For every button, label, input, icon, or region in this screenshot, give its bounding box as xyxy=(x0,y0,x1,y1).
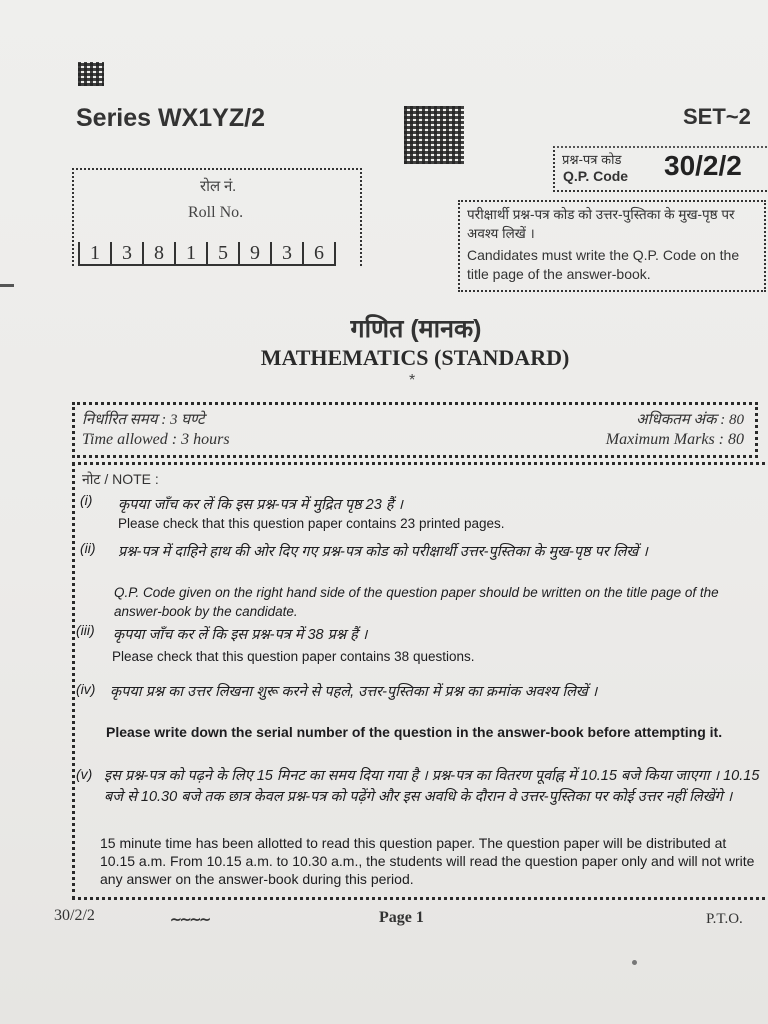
note-item-hindi: कृपया जाँच कर लें कि इस प्रश्न-पत्र में 38 प्रश्न हैं । xyxy=(113,627,368,643)
footer-pto: P.T.O. xyxy=(706,911,743,927)
note-item-number: (ii) xyxy=(80,540,96,556)
marks-english: Maximum Marks : 80 xyxy=(605,431,744,448)
candidate-note-english: Candidates must write the Q.P. Code on the title page of the answer-book. xyxy=(467,247,740,282)
roll-digit: 3 xyxy=(270,242,302,266)
page-dot xyxy=(632,960,637,965)
small-qr-code-icon xyxy=(78,62,104,86)
series-label: Series WX1YZ/2 xyxy=(76,104,265,132)
time-english: Time allowed : 3 hours xyxy=(82,431,230,448)
qp-code-value: 30/2/2 xyxy=(664,150,742,181)
note-item-hindi: कृपया जाँच कर लें कि इस प्रश्न-पत्र में मुद्रित पृष्ठ 23 हैं । xyxy=(118,497,404,513)
candidate-note-hindi: परीक्षार्थी प्रश्न-पत्र कोड को उत्तर-पुस्तिका के मुख-पृष्ठ पर अवश्य लिखें । xyxy=(467,207,735,241)
note-item-number: (i) xyxy=(80,492,93,508)
note-item-hindi: कृपया प्रश्न का उत्तर लिखना शुरू करने से पहले, उत्तर-पुस्तिका में प्रश्न का क्रमांक अवश्य लिखें । xyxy=(110,684,598,700)
wavy-decoration-icon: ∼∼∼∼ xyxy=(170,911,209,927)
page-edge-mark xyxy=(0,284,14,287)
set-label: SET~2 xyxy=(683,104,751,129)
title-english: MATHEMATICS (STANDARD) xyxy=(260,345,570,370)
roll-number-cells xyxy=(78,242,336,266)
roll-digit: 3 xyxy=(110,242,142,266)
marks-hindi: अधिकतम अंक : 80 xyxy=(636,412,744,428)
time-hindi: निर्धारित समय : 3 घण्टे xyxy=(82,412,205,428)
note-item-hindi: इस प्रश्न-पत्र को पढ़ने के लिए 15 मिनट का समय दिया गया है । प्रश्न-पत्र का वितरण पूर्वाह्न में 10.15 बजे किया जाएगा । 10.15 बजे से 10.30 बजे तक छात्र केवल प्रश्न-पत्र को पढ़ेंगे और इस अवधि के दौरान वे उत्तर-पुस्तिका पर कोई उत्तर नहीं लिखेंगे । xyxy=(104,768,760,805)
title-star: * xyxy=(409,372,416,389)
qp-code-label-hindi: प्रश्न-पत्र कोड xyxy=(562,152,622,167)
note-item-hindi: प्रश्न-पत्र में दाहिने हाथ की ओर दिए गए प्रश्न-पत्र कोड को परीक्षार्थी उत्तर-पुस्तिका के मुख-पृष्ठ पर लिखें । xyxy=(118,544,648,560)
qp-code-label: Q.P. Code xyxy=(563,168,629,184)
footer-page-number: Page 1 xyxy=(379,909,424,926)
roll-digit: 6 xyxy=(302,242,336,266)
roll-label-hindi: रोल नं. xyxy=(200,179,237,195)
roll-label: Roll No. xyxy=(188,204,244,221)
roll-digit: 9 xyxy=(238,242,270,266)
title-hindi: गणित (मानक) xyxy=(350,315,482,343)
roll-digit: 1 xyxy=(78,242,110,266)
note-item-english: 15 minute time has been allotted to read this question paper. The question paper will be distributed at 10.15 a.m. From 10.15 a.m. to 10.30 a.m., the students will read the question paper only and will not write any answer on the answer-book during this period. xyxy=(100,835,755,887)
qr-code-icon xyxy=(404,106,464,164)
note-item-english: Please check that this question paper contains 38 questions. xyxy=(112,649,475,664)
note-item-number: (iii) xyxy=(76,622,95,638)
note-heading: नोट / NOTE : xyxy=(82,471,159,487)
note-item-english: Please write down the serial number of the question in the answer-book before attempting it. xyxy=(106,724,723,740)
roll-digit: 1 xyxy=(174,242,206,266)
note-item-number: (v) xyxy=(76,766,93,782)
footer-code: 30/2/2 xyxy=(54,907,95,924)
note-item-number: (iv) xyxy=(76,681,96,697)
note-item-english: Please check that this question paper contains 23 printed pages. xyxy=(118,516,505,531)
roll-digit: 8 xyxy=(142,242,174,266)
note-item-english: Q.P. Code given on the right hand side of the question paper should be written on the title page of the answer-book by the candidate. xyxy=(114,585,719,619)
roll-digit: 5 xyxy=(206,242,238,266)
